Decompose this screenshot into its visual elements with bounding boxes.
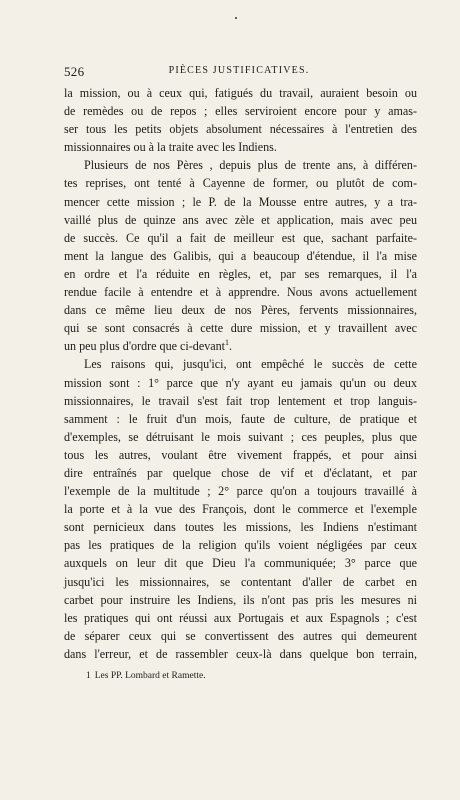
paragraph-1	[64, 84, 417, 156]
text-line: pas les pratiques de la religion qu'ils voient négligées par ceux	[64, 538, 417, 553]
text-line: Plusieurs de nos Pères , depuis plus de trente ans, à différen-	[84, 158, 417, 173]
text-line: qui se sont consacrés à cette dure mission, et y travaillent avec	[64, 321, 417, 336]
text-line: d'exemples, se détruisant le mois suivant ; ces peuples, plus que	[64, 429, 417, 444]
text-line: tous les autres, voulant être vivement frappés, et pour ainsi	[64, 447, 417, 462]
body-text	[64, 84, 417, 663]
text-line: carbet pour instruire les Indiens, ils n'ont pas pris les mesures ni	[64, 592, 417, 607]
text-line: dans ce même lieu deux de nos Pères, fervents missionnaires,	[64, 303, 417, 318]
text-line: la porte et à la vue des François, dont le commerce et l'exemple	[64, 502, 417, 517]
running-title: PIÈCES JUSTIFICATIVES.	[168, 65, 310, 76]
text-line: la mission, ou à ceux qui, fatigués du travail, auraient besoin ou	[64, 86, 417, 100]
text-line: samment : le fruit d'un mois, faute de culture, de pratique et	[64, 411, 417, 426]
text-line: en ordre et l'a réduite en règles, et, par ses remarques, il l'a	[64, 266, 417, 281]
footnote-reference: 1	[225, 338, 230, 348]
page-number: 526	[64, 64, 85, 79]
text-line: auxquels on leur dit que Dieu l'a communiquée; 3° parce que	[64, 556, 417, 571]
paragraph-2	[64, 156, 417, 355]
text-line: Les raisons qui, jusqu'ici, ont empêché le succès de cette	[84, 357, 417, 372]
text-fragment: .	[229, 339, 233, 354]
footnote-text: Les PP. Lombard et Ramette.	[94, 671, 206, 681]
text-line: vaillé plus de quinze ans avec zèle et application, mais avec peu	[64, 212, 417, 227]
text-line: de succès. Ce qu'il a fait de meilleur est que, sachant parfaite-	[64, 230, 417, 245]
footnote	[64, 670, 417, 682]
page-header	[64, 64, 414, 80]
text-line: l'exemple de la multitude ; 2° parce qu'on a toujours travaillé à	[64, 484, 417, 499]
ink-speck	[235, 17, 237, 19]
footnote-marker: 1	[86, 671, 91, 681]
text-line: rendue facile à entendre et à apprendre. Nous avons actuellement	[64, 285, 417, 300]
text-line: de séparer ceux qui se convertissent des autres qui demeurent	[64, 628, 417, 643]
text-line: ment la langue des Galibis, qui a beaucoup d'étendue, il l'a mise	[64, 248, 417, 263]
text-line: ser tous les petits objets absolument nécessaires à l'entretien des	[64, 122, 417, 137]
text-line: dans l'erreur, et de rassembler ceux-là dans quelque bon terrain,	[64, 646, 417, 661]
text-line: missionnaires, le travail s'est fait trop lentement et trop languis-	[64, 393, 417, 408]
text-line: missionnaires ou à la traite avec les Indiens.	[64, 140, 277, 155]
text-line: mencer cette mission ; le P. de la Mousse entre autres, y a tra-	[64, 194, 417, 209]
text-line: dire entraînés par quelque chose de vif et d'éclatant, et par	[64, 465, 417, 480]
text-line: les pratiques qui ont réussi aux Portugais et aux Espagnols ; c'est	[64, 610, 417, 625]
text-line: sont pernicieux dans toutes les missions, les Indiens n'estimant	[64, 520, 417, 535]
text-line: de remèdes ou de repos ; elles serviroient encore pour y amas-	[64, 104, 417, 119]
paragraph-3	[64, 355, 417, 663]
text-line: tes reprises, ont tenté à Cayenne de former, ou plutôt de com-	[64, 176, 417, 191]
text-line: jusqu'ici les missionnaires, se contentant d'aller de carbet en	[64, 574, 417, 589]
text-line: mission sont : 1° parce que n'y ayant eu jamais qu'un ou deux	[64, 375, 417, 390]
text-line	[64, 337, 417, 355]
text-fragment: un peu plus d'ordre que ci-devant	[64, 339, 226, 354]
